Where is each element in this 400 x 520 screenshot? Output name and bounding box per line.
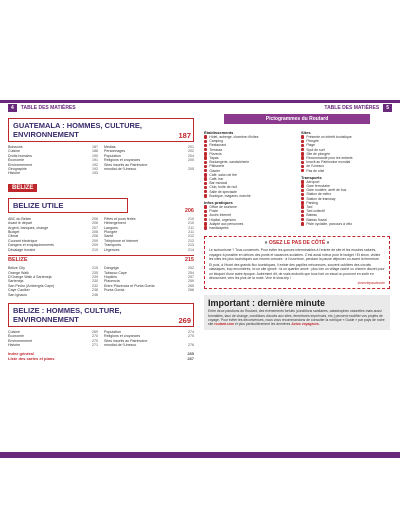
pictogram-icon <box>204 156 207 159</box>
toc-entry-page: 204 <box>188 153 194 158</box>
toc-entry-title: Histoire <box>8 343 21 348</box>
picto-label: Bar musical <box>209 181 228 186</box>
picto-label: Bateau <box>306 213 318 218</box>
toc-entry-page: 208 <box>92 234 98 239</box>
toc-entry-page: 246 <box>92 292 98 297</box>
toc-entry-title: Personnages <box>104 149 126 154</box>
toc-entry-page: 191 <box>92 158 98 163</box>
toc-entry-page: 202 <box>188 149 194 154</box>
section-guatemala <box>8 118 194 142</box>
toc-entry-title: San Ignacio <box>8 292 27 297</box>
picto-label: Terrasse <box>209 147 223 152</box>
picto-label: Café, salon de thé <box>209 172 237 177</box>
section-title: BELIZE : HOMMES, CULTURE, ENVIRONNEMENT <box>13 305 122 324</box>
toc-entry-title: Population <box>104 153 121 158</box>
toc-entry-title: Liste des cartes et plans <box>8 355 55 361</box>
toc-entry-page: 259 <box>188 279 194 284</box>
toc-entry <box>104 167 194 171</box>
picto-label: Hôpital, urgences <box>209 217 236 222</box>
pictogram-icon <box>301 156 304 159</box>
picto-column <box>204 128 293 230</box>
toc-entry-title: Cuisine <box>8 329 20 334</box>
toc-entry <box>104 248 194 252</box>
picto-label: Inscrit au Patrimoine mondial <box>306 160 351 165</box>
toc-column <box>104 266 194 297</box>
picto-group-heading: Infos pratiques <box>204 200 233 206</box>
picto-label: Office de tourisme <box>209 205 237 210</box>
toc-entry-title: mondial de l'Unesco <box>104 343 137 348</box>
toc-entry-page: 209 <box>92 238 98 243</box>
important-text <box>208 309 386 326</box>
toc-entry-page: 265 <box>188 283 194 288</box>
actus-link[interactable]: Actus voyageurs. <box>291 322 320 327</box>
picto-column <box>301 128 390 230</box>
picto-group-heading: Sites <box>301 130 311 135</box>
picto-label: Taxi <box>306 205 313 210</box>
section-page: 269 <box>178 315 191 325</box>
toc-entry-title: Religions et croyances <box>104 158 141 163</box>
picto-label: Restaurant <box>209 143 226 148</box>
pas-de-cote-box <box>204 236 390 289</box>
picto-label: Salle de spectacle <box>209 189 237 194</box>
left-page <box>8 114 194 361</box>
index-links <box>8 351 194 361</box>
pictograms-legend <box>204 128 390 230</box>
toc-entry-page: 210 <box>92 247 98 252</box>
toc-entry-title: Boissons <box>8 145 23 149</box>
toc-entry-page: 206 <box>92 221 98 226</box>
toc-entry-title: Plongée <box>104 230 118 235</box>
pictogram-icon <box>301 205 304 208</box>
toc-entry-title: Climat <box>8 234 19 239</box>
pictogram-icon <box>301 180 304 183</box>
important-body-end: et plus particulièrement les dernières <box>234 322 291 327</box>
toc-entry-page: 209 <box>92 243 98 248</box>
section-page: 187 <box>178 131 191 140</box>
toc-entry-title: Orange Walk <box>8 270 29 275</box>
pictogram-icon <box>301 201 304 204</box>
picto-label: Adapté aux personnes <box>209 221 244 226</box>
picto-label: Poste <box>209 209 219 214</box>
toc-entry-page: 271 <box>92 343 98 348</box>
toc-entry-page: 239 <box>92 274 98 279</box>
toc-column <box>8 330 98 348</box>
belize-tab: BELIZE <box>8 184 37 192</box>
picto-label: Plongée <box>306 139 319 144</box>
picto-label: Spot de surf <box>306 147 325 152</box>
toc-entry-page: 230 <box>92 279 98 284</box>
picto-item <box>204 226 293 230</box>
toc-entry-title: Religions et croyances <box>104 334 141 339</box>
toc-entry-page: 193 <box>92 171 98 176</box>
toc-entry-title: Langues <box>104 225 118 230</box>
toc-entry-title: Courant électrique <box>8 238 38 243</box>
toc-entry-page: 192 <box>92 162 98 167</box>
picto-label: Aéroport <box>306 179 320 184</box>
toc-entry-page: 274 <box>188 329 194 334</box>
toc-entry-title: Argent, banques, change <box>8 225 49 230</box>
toc-entry <box>104 343 194 347</box>
toc-entry-page: 254 <box>188 270 194 275</box>
picto-label: Boutique, magasin, marché <box>209 193 251 198</box>
picto-label: Bateau fluvial <box>306 217 327 222</box>
picto-label: Plage <box>306 143 316 148</box>
quote-close: » <box>325 240 330 247</box>
toc-entry <box>8 356 194 361</box>
toc-entry-title: Index général <box>8 350 34 356</box>
toc-entry <box>8 293 98 297</box>
section-title: GUATEMALA : HOMMES, CULTURE, ENVIRONNEMENT <box>13 121 143 139</box>
site-link[interactable]: routard.com <box>214 322 235 327</box>
toc-entry-page: 215 <box>92 266 98 271</box>
picto-label: Accès Internet <box>209 213 232 218</box>
toc-entry-title: Géographie <box>8 167 27 172</box>
pictogram-icon <box>301 222 304 225</box>
pictogram-icon <box>204 226 207 229</box>
section-page: 206 <box>184 207 194 214</box>
toc-entry-page: 214 <box>188 247 194 252</box>
picto-group-heading: Établissements <box>204 130 234 135</box>
picto-item <box>204 194 293 198</box>
toc-entry-title: Placencia <box>104 279 120 284</box>
picto-label: Pizzeria <box>209 151 222 156</box>
toc-entry-title: Hopkins <box>104 274 117 279</box>
picto-label: Club, boîte de nuit <box>209 185 237 190</box>
toc-entry-page: 232 <box>92 283 98 288</box>
toc-entry-title: Décalage horaire <box>8 247 36 252</box>
picto-item <box>301 169 390 173</box>
toc-entry-title: mondial de l'Unesco <box>104 167 137 172</box>
quote-open: « <box>264 240 269 247</box>
toc-entry-page: 270 <box>92 338 98 343</box>
section-belize-utile <box>8 198 128 213</box>
toc-entry-page: 257 <box>188 274 194 279</box>
toc-entry-page: 188 <box>92 149 98 154</box>
pictogram-icon <box>301 184 304 187</box>
pictogram-icon <box>204 194 207 197</box>
picto-group-heading: Transports <box>301 174 322 180</box>
pictogram-icon <box>301 169 304 172</box>
toc-entry-title: Sarteneja <box>8 279 24 284</box>
picto-label: Piste cyclable, parcours à vélo <box>306 221 353 226</box>
hashtag: #osezlepasdecote <box>357 281 385 286</box>
toc-entry-page: 269 <box>92 329 98 334</box>
picto-item <box>301 222 390 226</box>
toc-entry-title: San Pedro (Ambergris Caye) <box>8 283 55 288</box>
toc-entry-page: 211 <box>188 225 194 230</box>
picto-label: Gare routière, arrêt de bus <box>306 188 347 193</box>
toc-entry-title: D'Orange Walk à Sarteneja <box>8 274 52 279</box>
toc-entry-page: 208 <box>92 230 98 235</box>
picto-label: Taxi collectif <box>306 209 325 214</box>
belize-entries <box>8 266 194 297</box>
picto-label: Gare ferroviaire <box>306 184 330 189</box>
section-belize <box>8 255 194 263</box>
picto-label: Pas de côté <box>306 168 325 173</box>
toc-entry <box>8 248 98 252</box>
toc-entry-title: Économie <box>8 334 24 339</box>
section-page: 215 <box>184 257 194 264</box>
toc-entry-page: 187 <box>92 145 98 149</box>
toc-entry-title: Environnement <box>8 338 33 343</box>
toc-entry-page: 285 <box>187 350 194 356</box>
toc-column <box>8 145 98 176</box>
left-header-title: TABLE DES MATIÈRES <box>20 105 76 111</box>
toc-entry-title: Belize City <box>8 266 25 271</box>
toc-entry-title: Santé <box>104 234 114 239</box>
pictogram-icon <box>204 173 207 176</box>
toc-entry-page: 190 <box>92 153 98 158</box>
toc-entry-page: 235 <box>92 270 98 275</box>
pictograms-title: Pictogrammes du Routard <box>224 114 370 124</box>
toc-entry-page: 210 <box>188 216 194 221</box>
important-title: Important : dernière minute <box>208 298 326 309</box>
toc-entry-title: Hébergement <box>104 221 126 226</box>
pictogram-icon <box>204 152 207 155</box>
toc-entry <box>104 288 194 292</box>
toc-entry-page: 252 <box>188 266 194 271</box>
pictogram-icon <box>204 222 207 225</box>
left-page-header <box>8 104 76 112</box>
left-page-number: 4 <box>8 104 17 112</box>
toc-entry-title: Droits humains <box>8 153 32 158</box>
toc-entry-page: 238 <box>92 288 98 293</box>
toc-entry-title: Fêtes et jours fériés <box>104 216 136 221</box>
toc-entry-title: Histoire <box>8 171 21 176</box>
right-page-header <box>324 104 392 112</box>
toc-entry-title: Transports <box>104 243 122 248</box>
picto-label: Parking <box>306 200 318 205</box>
important-box <box>204 295 390 329</box>
section-title: BELIZE <box>8 257 28 264</box>
belize-hommes-entries <box>8 330 194 348</box>
toc-entry-title: Médias <box>104 145 116 149</box>
toc-entry-title: Économie <box>8 158 24 163</box>
pas-de-cote-paragraph: Et puis, à l'écart des grands flux touristiques, il existe des papilles méconnues, souvent oubliées des circuits classiques, trop encombrés, ici un site ignoré : là un quartier ancré : plus loin un village caché ou chemin discret pour un bloquet d'une autre époque. Autrement dit, de vrais endroits que tous font un essai ou pourront en sortir en découvrant, vers les plus de la route. Vive le slow-trip ! <box>209 263 385 281</box>
picto-label: Hôtel, auberge, chambre d'hôtes <box>209 135 259 139</box>
toc-entry <box>8 343 98 347</box>
picto-label: Station de métro <box>306 192 332 197</box>
toc-entry-title: Entre Placencia et Punta Gorda <box>104 283 155 288</box>
toc-entry-title: Cuisine <box>8 149 20 154</box>
picto-label: Site de plongée <box>306 151 330 156</box>
belize-utile-entries <box>8 217 194 252</box>
pictogram-icon <box>301 152 304 155</box>
picto-label: Recommandé pour les enfants <box>306 156 353 161</box>
pictogram-icon <box>204 135 207 138</box>
toc-entry-page: 287 <box>187 355 194 361</box>
toc-entry-title: Téléphone et Internet <box>104 238 139 243</box>
toc-entry-page: 192 <box>92 167 98 172</box>
toc-entry-title: Urgences <box>104 247 120 252</box>
section-belize-hommes <box>8 303 194 327</box>
guatemala-entries <box>8 145 194 176</box>
picto-label: Station de tramway <box>306 196 336 201</box>
toc-entry-title: Avant le départ <box>8 221 33 226</box>
toc-entry-title: Tobacco Caye <box>104 270 127 275</box>
right-page-number: 5 <box>383 104 392 112</box>
toc-entry-title: ABC du Belize <box>8 216 32 221</box>
toc-entry-page: 210 <box>188 221 194 226</box>
toc-entry-page: 205 <box>188 158 194 163</box>
toc-entry-page: 270 <box>92 334 98 339</box>
bottom-bar <box>0 452 400 458</box>
picto-label: Café, bar <box>209 177 224 182</box>
toc-entry-page: 276 <box>188 343 194 348</box>
toc-entry-page: 205 <box>188 167 194 172</box>
picto-label: Tapas <box>209 156 219 161</box>
picto-label: Camping <box>209 139 223 144</box>
toc-entry-title: Budget <box>8 230 20 235</box>
pictogram-icon <box>204 205 207 208</box>
toc-column <box>8 217 98 252</box>
picto-label: Boulangerie, sandwicherie <box>209 160 250 165</box>
section-title: BELIZE UTILE <box>13 200 64 210</box>
pas-de-cote-paragraph: Le surtourisme ? Tous concernés. Pour éviter les queues interminables à l'entrée de site et les musées saturés, voyagez à possible en dehors des ponts et vacances scolaires. C'est aussi mieux pour le budget ! Et sinon, visitez les sites les plus touristiques aux heures creuses : à l'ouverture, pendant la pause déjeuner ou avant la fermeture. <box>209 248 381 261</box>
toc-entry-title: Dangers et enquiquinements <box>8 243 54 248</box>
toc-entry-title: Punta Gorda <box>104 288 125 293</box>
toc-column <box>104 145 194 176</box>
toc-column <box>104 217 194 252</box>
toc-column <box>104 330 194 348</box>
picto-label: Présente un intérêt touristique <box>306 135 352 139</box>
important-body: Entre deux parutions du Routard, des événements fortuits (conditions sanitaires, catastrophes naturelles mais aussi formalités, taux de change, conditions d'accès aux sites, fermetures imprévues, etc.) peuvent modifier vos projets de voyage. Pour éviter les déconvenues, nous vous recommandons de consulter la rubrique « Guide » par pays de notre site <box>208 309 385 327</box>
pas-de-cote-title <box>209 240 385 246</box>
picto-label: Glacier <box>209 168 221 173</box>
toc-entry-page: 211 <box>188 230 194 235</box>
toc-entry-page: 207 <box>92 225 98 230</box>
toc-entry-page: 266 <box>188 288 194 293</box>
picto-label: Pâtisserie <box>209 164 225 169</box>
right-page <box>204 114 390 330</box>
toc-entry-title: Sites inscrits au Patrimoine <box>104 338 148 343</box>
toc-entry-title: Sites inscrits au Patrimoine <box>104 162 148 167</box>
toc-entry-page: 206 <box>92 216 98 221</box>
toc-entry-title: Environnement <box>8 162 33 167</box>
toc-entry-title: Caye Caulker <box>8 288 30 293</box>
pictogram-icon <box>301 135 304 138</box>
picto-label: de l'Unesco <box>306 164 325 169</box>
toc-entry-page: 212 <box>188 234 194 239</box>
toc-column <box>8 266 98 297</box>
pictogram-icon <box>204 177 207 180</box>
toc-entry-title: Dangriga <box>104 266 119 271</box>
pas-de-cote-heading: OSEZ LE PAS DE CÔTÉ <box>268 240 326 247</box>
right-header-title: TABLE DES MATIÈRES <box>324 105 380 111</box>
picto-label: handicapées <box>209 226 229 231</box>
toc-entry-page: 201 <box>188 145 194 149</box>
toc-entry-page: 275 <box>188 334 194 339</box>
toc-entry-title: Population <box>104 329 121 334</box>
toc-entry <box>8 171 98 175</box>
toc-entry-page: 213 <box>188 243 194 248</box>
top-background <box>0 0 400 100</box>
toc-entry-page: 212 <box>188 238 194 243</box>
